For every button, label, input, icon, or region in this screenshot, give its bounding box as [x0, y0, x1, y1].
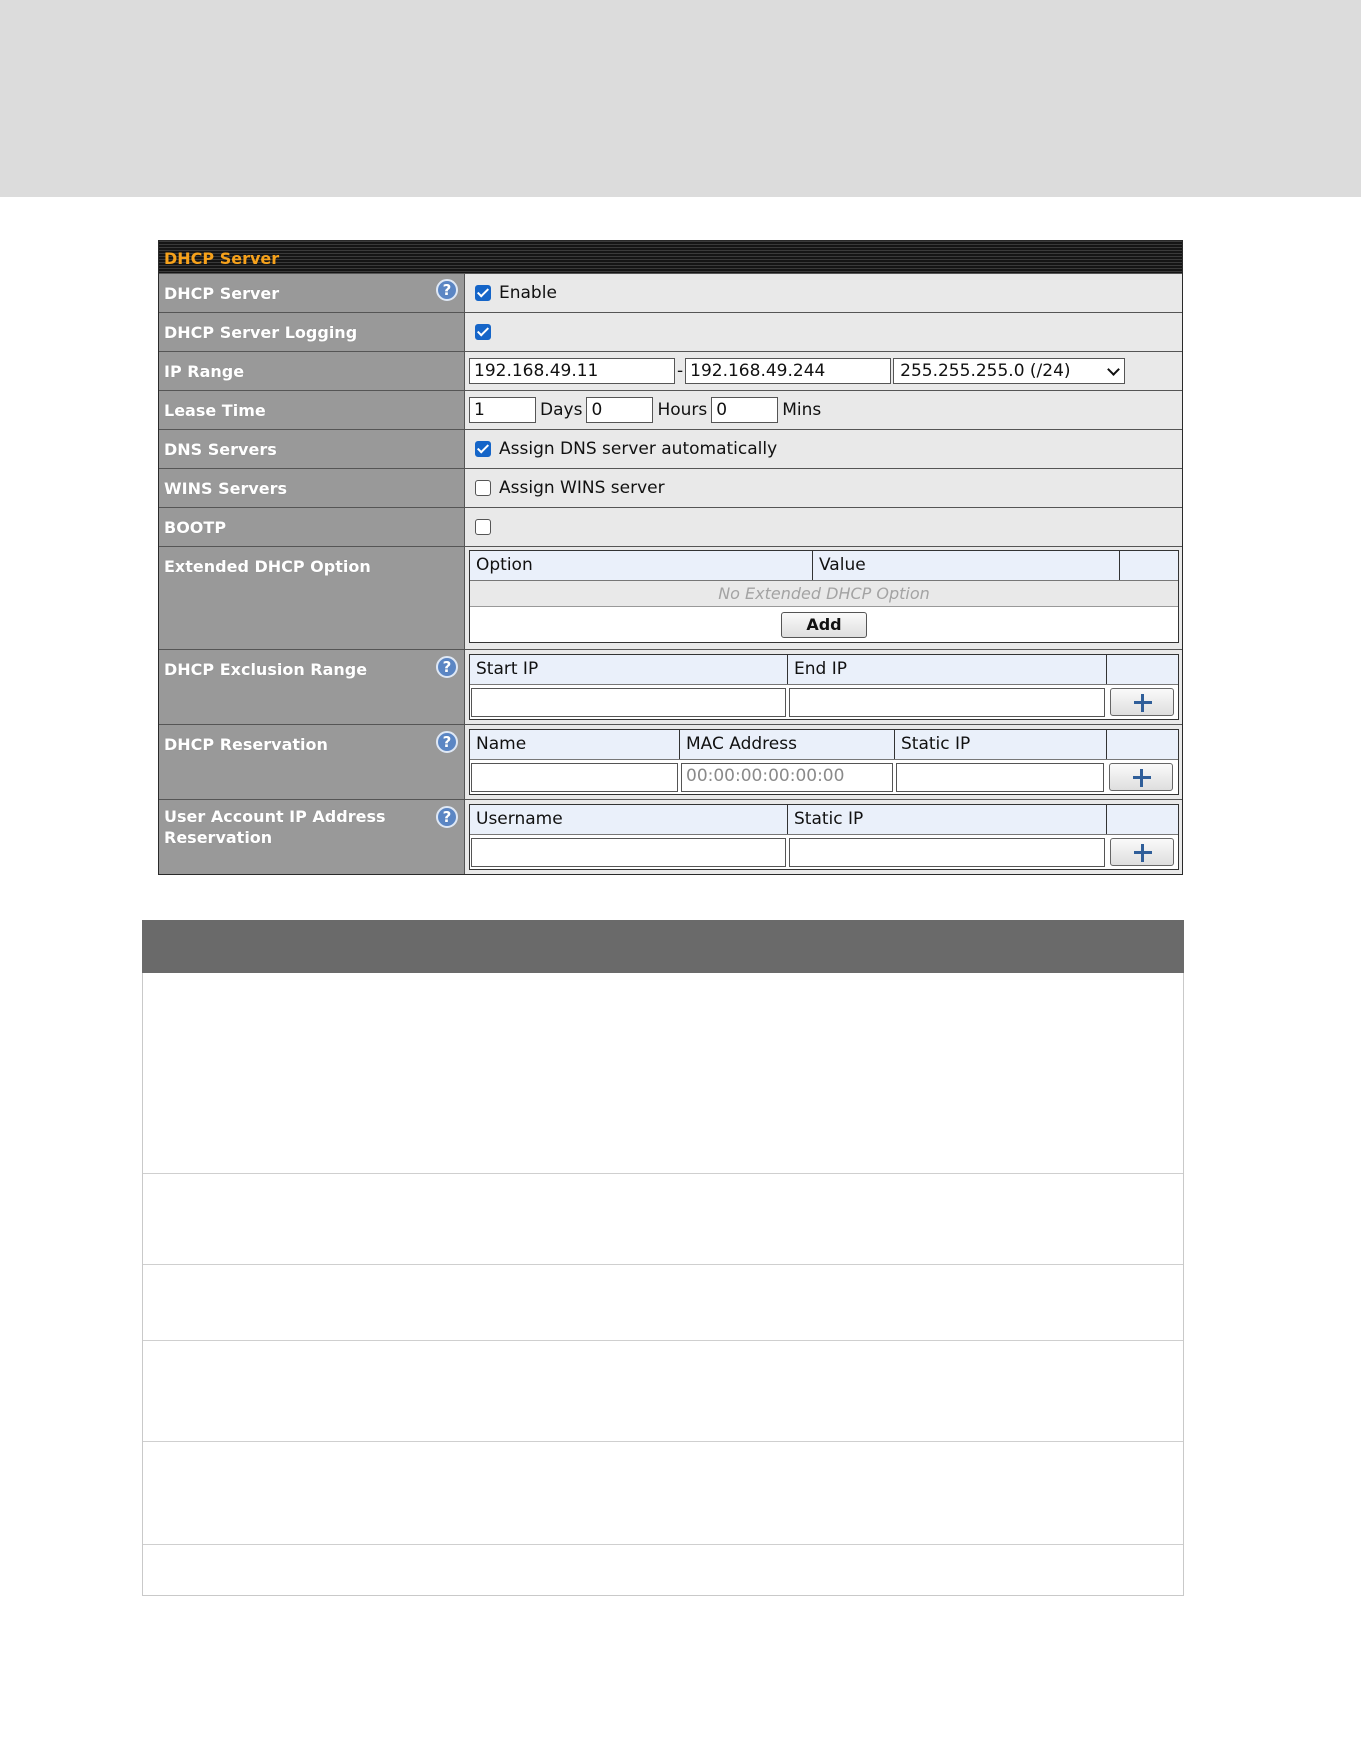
- help-icon[interactable]: ?: [436, 656, 458, 678]
- dhcp-server-enable-checkbox[interactable]: [475, 285, 491, 301]
- col-end-ip: End IP: [788, 655, 1107, 684]
- add-row: [470, 607, 1178, 642]
- help-icon[interactable]: ?: [436, 279, 458, 301]
- mac-address-input[interactable]: 00:00:00:00:00:00: [681, 763, 893, 792]
- reservation-table: [469, 729, 1179, 795]
- table-row: [143, 1544, 1183, 1595]
- exclusion-range-table: [469, 654, 1179, 720]
- end-ip-input[interactable]: [789, 688, 1105, 717]
- row-bootp: [159, 507, 1182, 546]
- panel-title: DHCP Server: [159, 241, 1182, 273]
- row-value: [465, 352, 1182, 390]
- username-input[interactable]: [471, 838, 786, 867]
- row-value: [465, 274, 1182, 312]
- col-action: [1107, 805, 1178, 834]
- top-band: [0, 0, 1361, 197]
- col-name: Name: [470, 730, 680, 759]
- table-header: [470, 655, 1178, 685]
- lease-hours-input[interactable]: 0: [586, 397, 653, 423]
- table-header: [470, 551, 1178, 581]
- row-dhcp-server: [159, 273, 1182, 312]
- row-label: [159, 469, 465, 507]
- hours-unit: Hours: [657, 400, 708, 420]
- col-static-ip: Static IP: [788, 805, 1107, 834]
- input-row: [470, 835, 1178, 869]
- lease-days-input[interactable]: 1: [469, 397, 536, 423]
- col-username: Username: [470, 805, 788, 834]
- description-table: [142, 920, 1184, 1596]
- row-label: [159, 547, 465, 649]
- netmask-select[interactable]: [893, 358, 1125, 384]
- row-dns-servers: [159, 429, 1182, 468]
- days-unit: Days: [540, 400, 583, 420]
- dns-auto-checkbox[interactable]: [475, 441, 491, 457]
- col-mac: MAC Address: [680, 730, 895, 759]
- row-label: [159, 508, 465, 546]
- dhcp-server-panel: [158, 240, 1183, 875]
- description-table-header: [142, 920, 1184, 973]
- static-ip-input[interactable]: [789, 838, 1105, 867]
- col-start-ip: Start IP: [470, 655, 788, 684]
- name-input[interactable]: [471, 763, 678, 792]
- help-icon[interactable]: ?: [436, 806, 458, 828]
- bootp-checkbox[interactable]: [475, 519, 491, 535]
- extended-dhcp-label: Extended DHCP Option: [164, 557, 371, 576]
- row-label: [159, 650, 465, 724]
- row-value: [465, 800, 1182, 874]
- row-label: [159, 725, 465, 799]
- row-value: [465, 469, 1182, 507]
- ip-range-label: IP Range: [164, 362, 245, 381]
- table-row: [143, 1340, 1183, 1441]
- col-action: [1107, 730, 1178, 759]
- enable-label: Enable: [499, 283, 557, 303]
- table-header: [470, 730, 1178, 760]
- row-dhcp-reservation: [159, 724, 1182, 799]
- start-ip-input[interactable]: [471, 688, 786, 717]
- row-value: [465, 430, 1182, 468]
- chevron-down-icon: [1107, 363, 1120, 376]
- col-option: Option: [470, 551, 813, 580]
- lease-time-label: Lease Time: [164, 401, 266, 420]
- col-action: [1107, 655, 1178, 684]
- col-static-ip: Static IP: [895, 730, 1107, 759]
- lease-mins-input[interactable]: 0: [711, 397, 778, 423]
- row-label: [159, 391, 465, 429]
- ip-range-end-input[interactable]: 192.168.49.244: [685, 358, 891, 384]
- table-row: [143, 1173, 1183, 1264]
- wins-servers-label: WINS Servers: [164, 479, 288, 498]
- row-lease-time: [159, 390, 1182, 429]
- exclusion-range-label: DHCP Exclusion Range: [164, 660, 368, 679]
- table-row: [143, 1264, 1183, 1340]
- col-action: [1120, 551, 1178, 580]
- help-icon[interactable]: ?: [436, 731, 458, 753]
- wins-label: Assign WINS server: [499, 478, 665, 498]
- row-dhcp-logging: [159, 312, 1182, 351]
- input-row: [470, 685, 1178, 719]
- row-value: [465, 391, 1182, 429]
- row-label: [159, 800, 465, 874]
- table-header: [470, 805, 1178, 835]
- wins-checkbox[interactable]: [475, 480, 491, 496]
- row-value: [465, 508, 1182, 546]
- row-value: [465, 650, 1182, 724]
- netmask-value: 255.255.255.0 (/24): [900, 361, 1071, 381]
- user-account-table: [469, 804, 1179, 870]
- ip-range-start-input[interactable]: 192.168.49.11: [469, 358, 675, 384]
- row-label: [159, 352, 465, 390]
- table-row: [143, 973, 1183, 1173]
- plus-icon[interactable]: [1110, 838, 1174, 866]
- mins-unit: Mins: [782, 400, 822, 420]
- plus-icon[interactable]: [1109, 763, 1173, 791]
- row-wins-servers: [159, 468, 1182, 507]
- row-label: [159, 430, 465, 468]
- static-ip-input[interactable]: [896, 763, 1104, 792]
- bootp-label: BOOTP: [164, 518, 227, 537]
- row-user-account-reservation: [159, 799, 1182, 874]
- row-ip-range: [159, 351, 1182, 390]
- ip-range-separator: -: [677, 361, 684, 381]
- description-table-body: [142, 973, 1184, 1596]
- empty-row-text: No Extended DHCP Option: [470, 581, 1178, 607]
- row-value: [465, 313, 1182, 351]
- table-row: [143, 1441, 1183, 1544]
- row-extended-dhcp: [159, 546, 1182, 649]
- row-value: [465, 725, 1182, 799]
- row-exclusion-range: [159, 649, 1182, 724]
- plus-icon[interactable]: [1110, 688, 1174, 716]
- dhcp-logging-checkbox[interactable]: [475, 324, 491, 340]
- dhcp-server-label: DHCP Server: [164, 284, 280, 303]
- user-account-label: User Account IP Address Reservation: [164, 807, 386, 847]
- extended-dhcp-table: [469, 550, 1179, 643]
- dns-servers-label: DNS Servers: [164, 440, 277, 459]
- row-value: [465, 547, 1182, 649]
- col-value: Value: [813, 551, 1120, 580]
- input-row: [470, 760, 1178, 794]
- add-button[interactable]: Add: [781, 612, 867, 638]
- dns-auto-label: Assign DNS server automatically: [499, 439, 778, 459]
- row-label: [159, 274, 465, 312]
- reservation-label: DHCP Reservation: [164, 735, 328, 754]
- dhcp-logging-label: DHCP Server Logging: [164, 323, 358, 342]
- row-label: [159, 313, 465, 351]
